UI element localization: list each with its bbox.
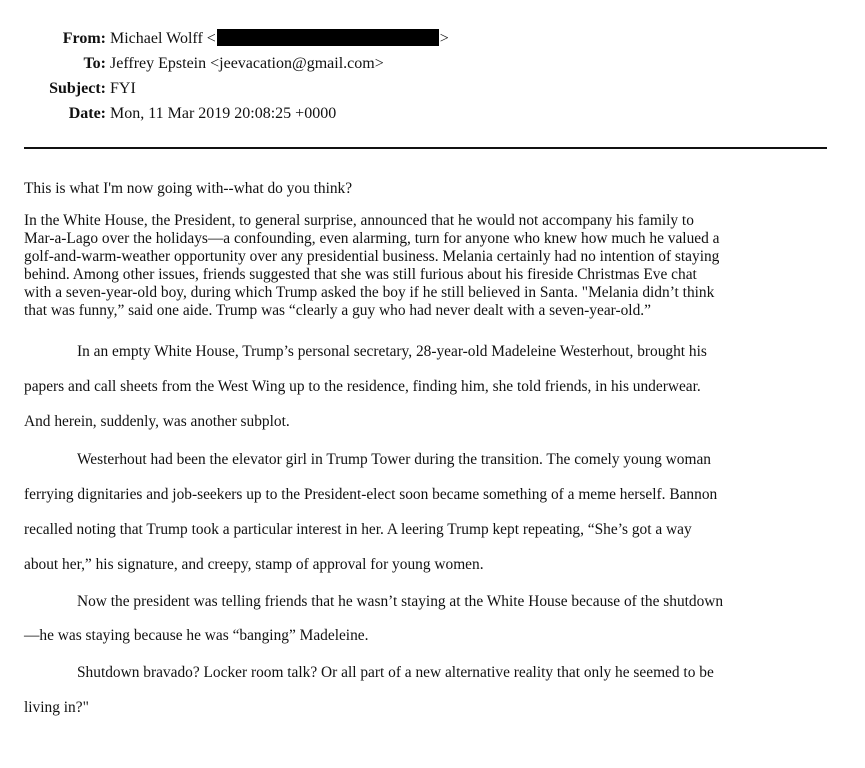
intro-line: This is what I'm now going with--what do you think?	[24, 180, 353, 197]
from-suffix: >	[439, 30, 449, 47]
paragraph-line: recalled noting that Trump took a particular interest in her. A leering Trump kept repeating, “She’s got a way	[24, 521, 692, 538]
from-label: From:	[62, 30, 106, 47]
paragraph-line: In an empty White House, Trump’s personal secretary, 28-year-old Madeleine Westerhout, brought his	[77, 343, 707, 360]
paragraph-line: ferrying dignitaries and job-seekers up to the President-elect soon became something of a meme herself. Bannon	[24, 486, 718, 503]
paragraph-line: golf-and-warm-weather opportunity over any presidential business. Melania certainly had no intention of staying	[24, 248, 720, 265]
paragraph-line: In the White House, the President, to general surprise, announced that he would not accompany his family to	[24, 212, 694, 229]
to-row	[0, 51, 865, 76]
header-divider	[24, 147, 827, 149]
paragraph-line: that was funny,” said one aide. Trump was “clearly a guy who had never dealt with a seven-year-old.”	[24, 302, 651, 319]
paragraph-line: Mar-a-Lago over the holidays—a confounding, even alarming, turn for anyone who knew how much he valued a	[24, 230, 720, 247]
from-value	[110, 26, 449, 51]
paragraph-line: with a seven-year-old boy, during which Trump asked the boy if he still believed in Santa. "Melania didn’t think	[24, 284, 715, 301]
paragraph-line: papers and call sheets from the West Wing up to the residence, finding him, she told friends, in his underwear.	[24, 378, 701, 395]
date-label: Date:	[68, 105, 106, 122]
paragraph-line: —he was staying because he was “banging” Madeleine.	[24, 627, 369, 644]
to-label: To:	[83, 55, 106, 72]
from-sender: Michael Wolff <	[110, 30, 216, 47]
from-row	[0, 26, 865, 51]
paragraph-line: Westerhout had been the elevator girl in Trump Tower during the transition. The comely young woman	[77, 451, 711, 468]
paragraph-line: Now the president was telling friends that he wasn’t staying at the White House because of the shutdown	[77, 593, 724, 610]
paragraph-line: behind. Among other issues, friends suggested that she was still furious about his fireside Christmas Eve chat	[24, 266, 697, 283]
paragraph-line: And herein, suddenly, was another subplot.	[24, 413, 290, 430]
paragraph-1	[24, 212, 834, 320]
redaction-bar	[217, 29, 439, 46]
paragraph-line: Shutdown bravado? Locker room talk? Or all part of a new alternative reality that only he seemed to be	[77, 664, 714, 681]
to-value: Jeffrey Epstein <jeevacation@gmail.com>	[110, 55, 384, 72]
subject-row	[0, 76, 865, 101]
paragraph-line: about her,” his signature, and creepy, stamp of approval for young women.	[24, 556, 484, 573]
subject-label: Subject:	[49, 80, 106, 97]
email-header	[0, 26, 865, 126]
date-value: Mon, 11 Mar 2019 20:08:25 +0000	[110, 105, 337, 122]
subject-value: FYI	[110, 80, 136, 97]
paragraph-line: living in?"	[24, 699, 89, 716]
date-row	[0, 101, 865, 126]
